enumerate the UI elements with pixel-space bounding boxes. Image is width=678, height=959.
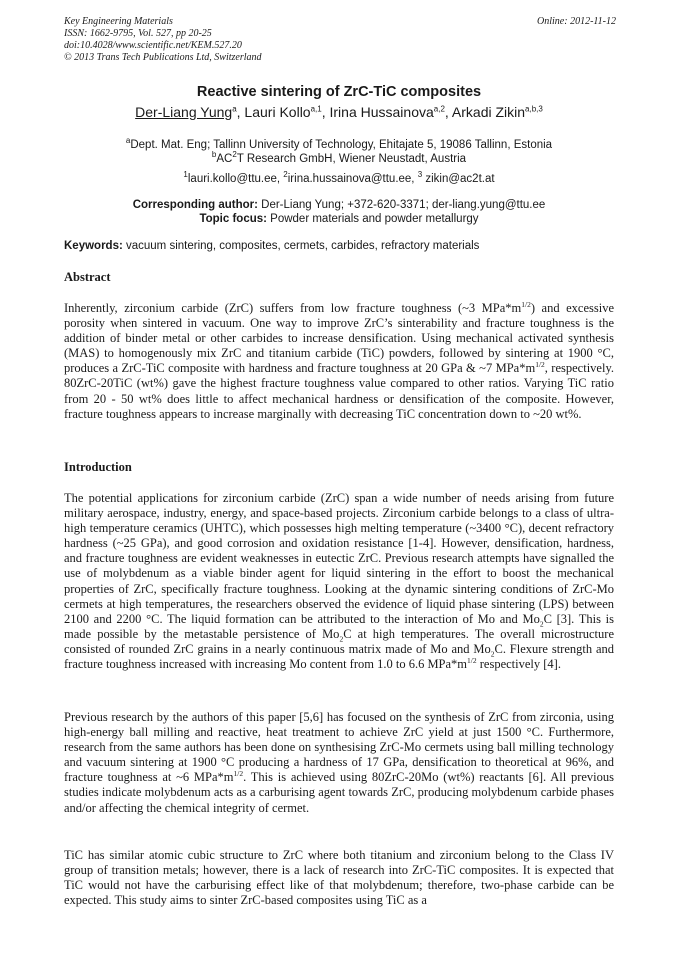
copyright-line: © 2013 Trans Tech Publications Ltd, Switzerland [64, 52, 262, 63]
journal-name: Key Engineering Materials [64, 16, 173, 27]
journal-header [64, 16, 616, 64]
keywords [64, 240, 479, 252]
corresponding-label: Corresponding author: [132, 199, 258, 211]
text-run: Inherently, zirconium carbide (ZrC) suffers from low fracture toughness (~3 MPa*m [64, 301, 522, 315]
affil-text: T Research GmbH, Wiener Neustadt, Austria [236, 152, 467, 165]
keywords-label: Keywords: [64, 240, 123, 252]
superscript: 1/2 [467, 655, 477, 665]
text-run: Previous research by the authors of this paper [5,6] has focused on the synthesis of ZrC from zirconia, using high-energy ball milling and reactive, heat treatment to achieve ZrC yield at just 1500 °C. Furthermore, research from the same authors has been done on synthesising ZrC-Mo cermets using ball milling technology and vacuum sintering at 1900 °C producing a hardness of 17 GPa, densification to theoretical at 96%, and fracture toughness at ~6 MPa*m [64, 710, 614, 785]
topic-focus [0, 212, 678, 226]
superscript: 1/2 [233, 769, 244, 779]
paper-title: Reactive sintering of ZrC-TiC composites [196, 84, 482, 100]
subscript: 2 [539, 619, 544, 629]
author-affil-mark: a [232, 104, 237, 114]
affil-text: AC [216, 152, 233, 165]
text-run: , respectively. 80ZrC-20TiC (wt%) gave the highest fracture toughness value compared to other ratios. Varying TiC ratio from 20 - 50 wt% does little to affect mechanical hardness or densification of the composite. However, fracture toughness appears to increase marginally with decreasing TiC concentration down to ~20 wt%. [64, 361, 615, 421]
author-name: , Irina Hussainova [321, 104, 434, 120]
text-run: The potential applications for zirconium carbide (ZrC) span a wide number of needs arising from future military aerospace, industry, energy, and space-based projects. Zirconium carbide belongs to a class of ultra-high temperature ceramics (UHTC), which possesses high melting temperature (~3400 °C), decent refractory hardness (~25 GPa), and good corrosion and oxidation resistance [1-4]. However, densification, hardness, and fracture toughness are evident weaknesses in eutectic ZrC. Previous research attempts have signalled the use of molybdenum as a viable binder agent for liquid sintering in the effort to boost the mechanical properties of ZrC, specifically fracture toughness. Looking at the dynamic sintering conditions of ZrC-Mo cermets at high temperatures, the researchers observed the evidence of liquid phase sintering (LPS) between 2100 and 2200 °C. The liquid formation can be attributed to the interaction of Mo and Mo [64, 491, 614, 626]
text-run: respectively [4]. [476, 657, 561, 672]
email-text: zikin@ac2t.at [422, 172, 495, 185]
text-run: . This is achieved using 80ZrC-20Mo (wt%) reactants [6]. All previous studies indicate molybdenum acts as a carburising agent towards ZrC, producing molybdenum carbide phases and/or affecting the chemical integrity of cermet. [64, 770, 614, 815]
email-mark: 1 [183, 170, 188, 179]
affil-mark: a [125, 136, 131, 145]
corresponding-text: Der-Liang Yung; +372-620-3371; der-liang.yung@ttu.ee [257, 199, 546, 211]
author-name: , Arkadi Zikin [444, 104, 526, 120]
intro-paragraph-2 [64, 710, 614, 816]
email-mark: 3 [417, 170, 423, 179]
text-run: C [3]. This is made possible by the metastable persistence of Mo [64, 611, 615, 641]
email-mark: 2 [283, 170, 288, 179]
introduction-heading: Introduction [64, 460, 132, 474]
intro-paragraph-1 [64, 491, 614, 672]
topic-text: Powder materials and powder metallurgy [266, 213, 479, 225]
text-run: ) and excessive porosity when sintered in vacuum. One way to improve ZrC’s sinterability and fracture toughness is the addition of binder metal or other carbides to increase densification. Using mechanical activated synthesis (MAS) to homogenously mix ZrC and titanium carbide (TiC) powders, followed by sintering at 1900 °C, produces a ZrC-TiC composite with hardness and fracture toughness at 20 GPa & ~7 MPa*m [64, 301, 614, 376]
doi-line: doi:10.4028/www.scientific.net/KEM.527.20 [64, 40, 242, 51]
topic-label: Topic focus: [199, 213, 267, 225]
intro-paragraph-3: TiC has similar atomic cubic structure to ZrC where both titanium and zirconium belong to the Class IV group of transition metals; however, there is a lack of research into ZrC-TiC composites. It is expected that TiC would not have the carburising effect like of that molybdenum; therefore, two-phase carbide can be expected. This study aims to sinter ZrC-based composites using TiC as a [64, 848, 614, 908]
author-name: , Lauri Kollo [236, 104, 311, 120]
email-text: lauri.kollo@ttu.ee, [187, 172, 284, 185]
affil-text: Dept. Mat. Eng; Tallinn University of Technology, Ehitajate 5, 19086 Tallinn, Estonia [130, 138, 553, 151]
affiliation-b [0, 148, 678, 166]
author-affil-mark: a,b,3 [525, 104, 543, 114]
superscript: 1/2 [535, 360, 545, 370]
text-run: C. Flexure strength and fracture toughness increased with increasing Mo content from 1.0 to 6.6 MPa*m [64, 641, 615, 672]
subscript: 2 [490, 649, 495, 659]
subscript: 2 [339, 634, 344, 644]
author-emails [0, 168, 678, 186]
author-affil-mark: a,2 [433, 104, 445, 114]
issn-line: ISSN: 1662-9795, Vol. 527, pp 20-25 [64, 28, 212, 39]
affil-mark: 2 [232, 150, 237, 159]
author-list [0, 104, 678, 120]
corresponding-author [0, 198, 678, 212]
online-date: Online: 2012-11-12 [537, 16, 616, 27]
abstract-paragraph [64, 301, 614, 422]
keywords-text: vacuum sintering, composites, cermets, carbides, refractory materials [122, 240, 480, 252]
author-affil-mark: a,1 [310, 104, 322, 114]
affil-mark: b [211, 150, 217, 159]
email-text: irina.hussainova@ttu.ee, [287, 172, 418, 185]
text-run: C at high temperatures. The overall microstructure consisted of rounded ZrC grains in a nearly continuous matrix made of Mo and Mo [64, 626, 614, 656]
author-name: Der-Liang Yung [135, 104, 233, 120]
abstract-heading: Abstract [64, 270, 111, 284]
superscript: 1/2 [521, 299, 531, 309]
